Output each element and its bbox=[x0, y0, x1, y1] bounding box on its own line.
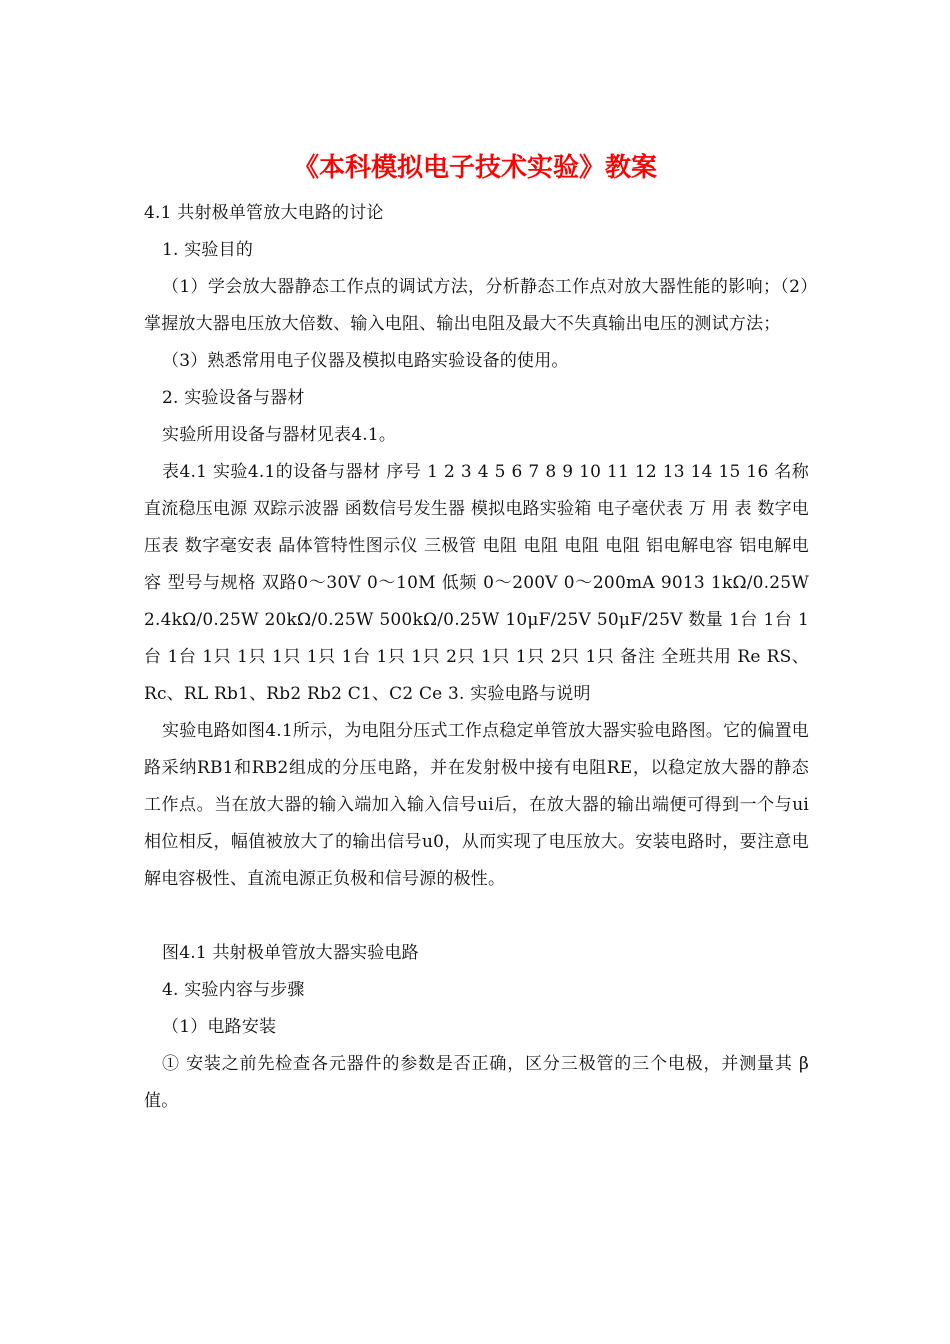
document-title: 《本科模拟电子技术实验》教案 bbox=[292, 153, 657, 183]
paragraph: （1）电路安装 bbox=[162, 1017, 277, 1037]
paragraph: ① 安装之前先检查各元器件的参数是否正确，区分三极管的三个电极，并测量其 β 值。 bbox=[144, 1054, 809, 1111]
table-text: 表4.1 实验4.1的设备与器材 序号 1 2 3 4 5 6 7 8 9 10 11 12 13 14 15 16 名称 直流稳压电源 双踪示波器 函数信号发生器 模拟电路实验箱 电子毫伏表 万 用 表 数字电压表 数字毫安表 晶体管特性图示仪 三极管 电阻 电阻 电阻 电阻 铝电解电容 铝电解电容 型号与规格 双路0～30V 0～10M 低频 0～200V 0～200mA 9013 1kΩ/0.25W 2.4kΩ/0.25W 20kΩ/0.25W 500kΩ/0.25W 10μF/25V 50μF/25V 数量 1台 1台 1台 1台 1只 1只 1只 1只 1台 1只 1只 2只 1只 1只 2只 1只 备注 全班共用 Re RS、Rc、RL Rb1、Rb2 Rb2 C1、C2 Ce 3. 实验电路与说明 bbox=[144, 462, 809, 704]
paragraph: 实验所用设备与器材见表4.1。 bbox=[162, 425, 397, 445]
paragraph: （1）学会放大器静态工作点的调试方法，分析静态工作点对放大器性能的影响；（2）掌握放大器电压放大倍数、输入电阻、输出电阻及最大不失真输出电压的测试方法； bbox=[144, 277, 809, 334]
figure-gap bbox=[144, 898, 809, 935]
figure-caption: 图4.1 共射极单管放大器实验电路 bbox=[162, 943, 419, 963]
document-body bbox=[144, 195, 809, 1120]
section-heading: 4.1 共射极单管放大电路的讨论 bbox=[144, 203, 384, 223]
paragraph: 实验电路如图4.1所示，为电阻分压式工作点稳定单管放大器实验电路图。它的偏置电路采纳RB1和RB2组成的分压电路，并在发射极中接有电阻RE，以稳定放大器的静态工作点。当在放大器的输入端加入输入信号ui后，在放大器的输出端便可得到一个与ui相位相反，幅值被放大了的输出信号u0，从而实现了电压放大。安装电路时，要注意电解电容极性、直流电源正负极和信号源的极性。 bbox=[144, 721, 809, 889]
paragraph: （3）熟悉常用电子仪器及模拟电路实验设备的使用。 bbox=[162, 351, 569, 371]
subsection-heading: 2. 实验设备与器材 bbox=[162, 388, 305, 408]
subsection-heading: 4. 实验内容与步骤 bbox=[162, 980, 305, 1000]
subsection-heading: 1. 实验目的 bbox=[162, 240, 254, 260]
